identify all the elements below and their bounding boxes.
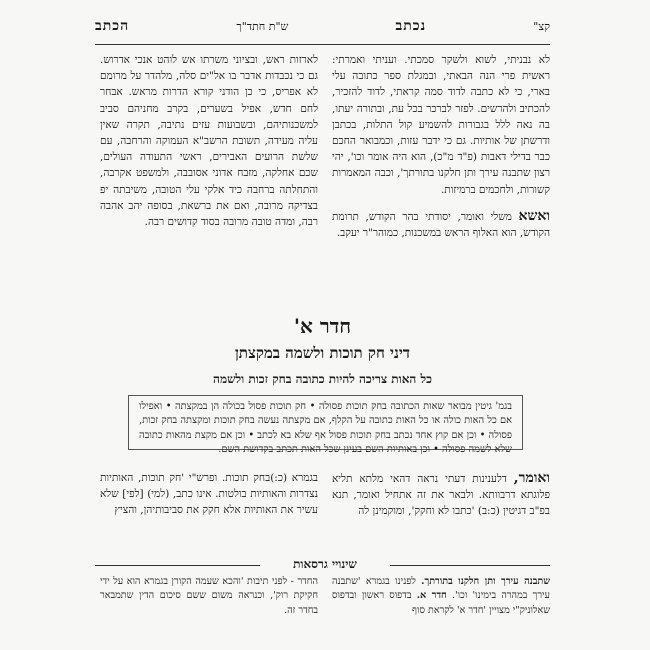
intro-right-lead-paragraph [332,208,550,241]
notes-bold-lemma-2: חדר א. [416,590,447,602]
intro-right-column [332,52,550,241]
header-rule [95,44,550,45]
intro-right-paragraph: לא נבניתי, לשוא ולשקר סמכתי. ועניתי ואמרתי: ראשית פרי הנה הבאתי, ובמגלת ספר כתובה עלי בארי, כי לא כתבה לדוד סמה קראתי, לדוד להזכיר, להכתיב ולהרשים. לפזר לברכר בכל עת, ובתורה יעתו, בה נאה ללל בגבורות להשמיע קול התלות, בכתבן ודרשתן של אותיות. גם כי ידבר עזות, וכמבואר החכם כבר בדילי דאבות (פ"ד מ"כ), הוא היה אומר וכו', יהי רצון שתבנה עירך ותן חלקנו בתורתך', וכבה המאמרות קשורות, ולחכמים ברמיזות. [332,54,550,196]
lead-text: משלי ואומר, יסודתי בהר הקודש, תרומת הקודש, הוא האלוף הראש במשכנות, כמוהר"ר יעקב. [332,210,550,240]
body-right-column [332,470,550,520]
intro-left-paragraph: לארזות ראש, ובציוני משרתו אש לוהט אנכי אדרוש. גם כי נכבדות אדבר בו אל"ים סלה, מלהדר על מרומם לא אפריס, כי כן הודני קורא הדרות מראש. אבחר לחם חדש, אפיל בשערים, בקרב מחניהם סביב למשכנותיהם, ובשבועות עזים נתיבה, תקרה שאין עליה מעידה, תשובת הרשב"א העמוקה והרחבה, עם שלשת הרועים האבירים, ראשי התעודה העולים, שכם אחלקה, מזבח אדוני אסובבה, ולמשפט אקרבה, והתחלתה ברחבה כיד אלקי עלי הטובה, משיבתה יפ בצדיקה מרובה, ואם את ברשאת, בסופה יהב אהבה רבה, ומדה טובה מרובה בסוד קדושים רבה. [100,54,318,229]
chapter-title: חדר א' [293,314,352,338]
body-right-paragraph [332,470,550,520]
page-number: קצ" [533,20,550,33]
body-lead-word: ואומר, [513,470,550,486]
notes-right-text: לפנינו בגמרא 'שתבנה עירך במהרה בימינו' וכו'. [332,576,550,602]
notes-bold-lemma: שתבנה עירך ותן חלקנו בתורתך. [421,576,550,587]
notes-right-paragraph [332,575,550,618]
summary-text: בגמ' גיטין מבואר שאות הכתובה בחק תוכות פסולה • חק תוכות פסול בכולה הן במקצתה • ואפילו אם כל האות כולה או כל האות כתובה על הקלף, אם מקצתה נעשה בחק תוכות ומקצתה בחק זכות, פסולה • וכן אם קוץ אחד נכתב בחק תוכות פסול אף שלא בא לכתב • וכן אם מקצת מהאות כתובה שלא לשמה פסולה • וכן באותיות השם בעינן שכל האות תכתב בקדושת השם. [139,401,512,456]
body-left-paragraph: בגמרא (כ:)בחק תוכות. ופרש"י 'חק תוכות, האותיות נצדרות והאותיות בולטות. אינו כתב, (למי) [לפי] שלא עשיר את האותיות אלא חקק את סביבותיהן, והציץ [100,472,318,517]
running-header [95,18,550,40]
intro-left-column [100,52,318,230]
notes-label: שינויי גרסאות [260,557,390,572]
notes-right-text-2: בדפוס ראשון ובדפוס שאלוניק"י מצויין 'חדר א' לקראת סוף [332,590,550,616]
header-subtitle: ש"ת חתד"ך [236,20,289,33]
notes-left-paragraph: החדר - לפני תיבות 'והכא שעמה הקורן בגמרא הוא על ידי חקיקת רוק', וכנראה משום ששם סיכום הדין שתמבאר בחדר זה. [100,576,318,616]
header-section-title: הכתב [95,18,130,34]
header-center-title: נכתב [395,18,427,34]
notes-right-column [332,575,550,618]
chapter-subsubtitle: כל האות צריכה להיות כתובה בחק זכות ולשמה [213,372,432,386]
summary-box [128,395,523,456]
lead-word: ואשא [518,207,551,224]
chapter-subtitle: דיני חק תוכות ולשמה במקצתן [234,344,411,362]
notes-left-column [100,575,318,618]
body-left-column [100,470,318,519]
body-right-text: דלענינות דעתי נראה דהאי מלתא תליא פלוגתא דרבוותא. ולבאר את זה אתחיל ואומר, תנא בפ"ב דגיטין (כ:ב) 'כתבו לא וחקק', ומוקמינן לה [332,473,550,518]
